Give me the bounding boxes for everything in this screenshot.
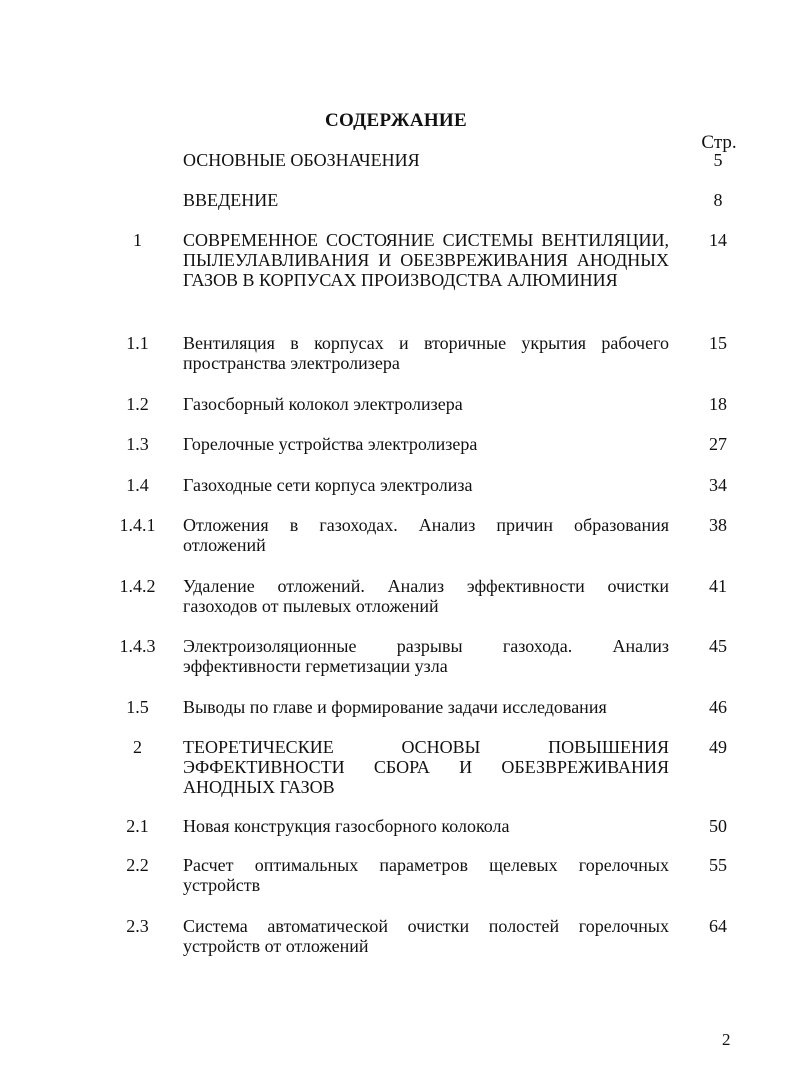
entry-title: ТЕОРЕТИЧЕСКИЕ ОСНОВЫ ПОВЫШЕНИЯ ЭФФЕКТИВНОСТИ СБОРА И ОБЕЗВРЕЖИВАНИЯ АНОДНЫХ ГАЗОВ bbox=[183, 737, 669, 797]
entry-title: Горелочные устройства электролизера bbox=[183, 434, 478, 454]
entry-page: 5 bbox=[713, 150, 723, 170]
entry-title: Удаление отложений. Анализ эффективности очистки газоходов от пылевых отложений bbox=[183, 576, 669, 616]
entry-number: 2.2 bbox=[126, 855, 149, 875]
entry-title: Газосборный колокол электролизера bbox=[183, 394, 463, 414]
entry-title: ОСНОВНЫЕ ОБОЗНАЧЕНИЯ bbox=[183, 150, 420, 170]
entry-title: ВВЕДЕНИЕ bbox=[183, 190, 279, 210]
entry-number: 1.1 bbox=[126, 333, 149, 353]
entry-number: 1 bbox=[133, 230, 142, 250]
entry-number: 1.4.3 bbox=[119, 636, 156, 656]
entry-page: 45 bbox=[709, 636, 727, 656]
entry-page: 55 bbox=[709, 855, 727, 875]
entry-page: 64 bbox=[709, 916, 727, 936]
entry-number: 2.1 bbox=[126, 816, 149, 836]
entry-title: Отложения в газоходах. Анализ причин образования отложений bbox=[183, 515, 669, 555]
entry-number: 1.4.1 bbox=[119, 515, 156, 535]
entry-page: 14 bbox=[709, 230, 727, 250]
entry-page: 38 bbox=[709, 515, 727, 535]
entry-page: 34 bbox=[709, 475, 727, 495]
entry-number: 2.3 bbox=[126, 916, 149, 936]
page-number: 2 bbox=[722, 1030, 731, 1049]
entry-number: 1.4 bbox=[126, 475, 149, 495]
entry-number: 1.4.2 bbox=[119, 576, 156, 596]
entry-page: 15 bbox=[709, 333, 727, 353]
entry-title: Вентиляция в корпусах и вторичные укрытия рабочего пространства электролизера bbox=[183, 333, 669, 373]
entry-number: 2 bbox=[133, 737, 142, 757]
entry-page: 41 bbox=[709, 576, 727, 596]
entry-page: 8 bbox=[713, 190, 723, 210]
entry-title: Выводы по главе и формирование задачи исследования bbox=[183, 697, 607, 717]
entry-title: Расчет оптимальных параметров щелевых горелочных устройств bbox=[183, 855, 669, 895]
entry-number: 1.3 bbox=[126, 434, 149, 454]
page-column-label: Стр. bbox=[701, 132, 737, 153]
entry-title: Система автоматической очистки полостей горелочных устройств от отложений bbox=[183, 916, 669, 956]
entry-page: 50 bbox=[709, 816, 727, 836]
entry-page: 18 bbox=[709, 394, 727, 414]
entry-page: 46 bbox=[709, 697, 727, 717]
entry-title: Новая конструкция газосборного колокола bbox=[183, 816, 510, 836]
entry-page: 27 bbox=[709, 434, 727, 454]
toc-title: СОДЕРЖАНИЕ bbox=[325, 110, 467, 131]
entry-page: 49 bbox=[709, 737, 727, 757]
entry-number: 1.2 bbox=[126, 394, 149, 414]
entry-number: 1.5 bbox=[126, 697, 149, 717]
entry-title: Газоходные сети корпуса электролиза bbox=[183, 475, 473, 495]
entry-title: СОВРЕМЕННОЕ СОСТОЯНИЕ СИСТЕМЫ ВЕНТИЛЯЦИИ, ПЫЛЕУЛАВЛИВАНИЯ И ОБЕЗВРЕЖИВАНИЯ АНОДНЫХ ГАЗОВ В КОРПУСАХ ПРОИЗВОДСТВА АЛЮМИНИЯ bbox=[183, 230, 669, 290]
entry-title: Электроизоляционные разрывы газохода. Анализ эффективности герметизации узла bbox=[183, 636, 669, 676]
